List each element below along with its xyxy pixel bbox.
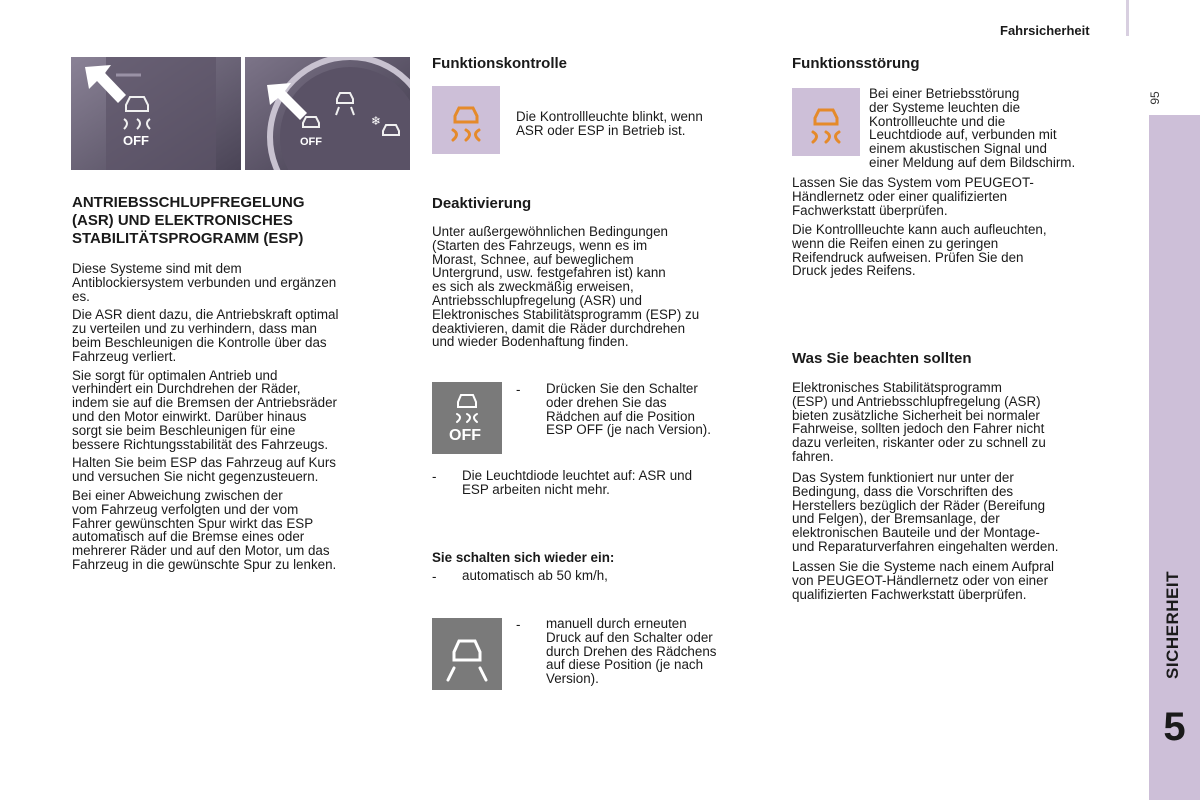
- skid-warning-icon: [432, 86, 500, 154]
- svg-text:OFF: OFF: [123, 133, 149, 148]
- left-column: [72, 194, 417, 577]
- kontrolle-text: Die Kontrollleuchte blinkt, wenn ASR oder ESP in Betrieb ist.: [516, 109, 703, 138]
- svg-text:OFF: OFF: [449, 427, 481, 444]
- esp-paragraph: Halten Sie beim ESP das Fahrzeug auf Kurs und versuchen Sie nicht gegenzusteuern.: [72, 455, 336, 485]
- chapter-label: SICHERHEIT: [1163, 571, 1182, 679]
- svg-text:OFF: OFF: [300, 136, 322, 148]
- manual-item: manuell durch erneuten Druck auf den Schalter oder durch Drehen des Rädchens auf diese Position (je nach Version).: [546, 616, 717, 687]
- traction-paragraph: Sie sorgt für optimalen Antrieb und verhindert ein Durchdrehen der Räder, indem sie auf die Bremsen der Antriebsräder und den Motor einwirkt. Darüber hinaus sorgt sie beim Beschleunigen für eine bessere Richtungsstabilität des Fahrzeugs.: [72, 367, 337, 452]
- page-number: 95: [1148, 91, 1162, 105]
- bullet-dash: -: [432, 469, 437, 484]
- intro-paragraph: Diese Systeme sind mit dem Antiblockiersystem verbunden und ergänzen es.: [72, 261, 337, 304]
- header-divider: [1126, 0, 1129, 36]
- chapter-number: 5: [1163, 705, 1186, 749]
- beachten-p1: Elektronisches Stabilitätsprogramm (ESP) und Antriebsschlupfregelung (ASR) bieten zusätzliche Sicherheit bei normaler Fahrweise, sollten jedoch den Fahrer nicht dazu verleiten, riskanter oder zu schnell zu fahren.: [792, 380, 1046, 464]
- step2-text: Die Leuchtdiode leuchtet auf: ASR und ESP arbeiten nicht mehr.: [462, 468, 693, 497]
- section-title: Fahrsicherheit: [1000, 23, 1090, 38]
- stoerung-heading: Funktionsstörung: [792, 55, 920, 72]
- bullet-dash: -: [432, 569, 437, 584]
- stoerung-text: Bei einer Betriebsstörung der Systeme leuchten die Kontrollleuchte und die Leuchtdiode auf, verbunden mit einem akustischen Signal und einer Meldung auf dem Bildschirm.: [869, 86, 1076, 170]
- fault-lamp-box: [792, 88, 860, 156]
- beachten-p2: Das System funktioniert nur unter der Bedingung, dass die Vorschriften des Herstellers bezüglich der Räder (Bereifung und Felgen), der Bremsanlage, der elektronischen Bauteile und der Montage- und Reparaturverfahren eingehalten werden.: [792, 470, 1059, 554]
- stoerung-p2: Die Kontrollleuchte kann auch aufleuchten, wenn die Reifen einen zu geringen Reifendruck aufweisen. Prüfen Sie den Druck jedes Reifens.: [792, 222, 1047, 279]
- esp-wheel-photo: [245, 57, 410, 170]
- deviation-paragraph: Bei einer Abweichung zwischen der vom Fahrzeug verfolgten und der vom Fahrer gewünschten Spur wirkt das ESP automatisch auf die Bremse eines oder mehrerer Räder und auf den Motor, um das Fahrzeug in die gewünschte Spur zu lenken.: [72, 487, 337, 572]
- main-heading: ANTRIEBSSCHLUPFREGELUNG (ASR) UND ELEKTRONISCHES STABILITÄTSPROGRAMM (ESP): [72, 194, 305, 247]
- beachten-heading: Was Sie beachten sollten: [792, 350, 972, 367]
- deaktivierung-text: Unter außergewöhnlichen Bedingungen (Starten des Fahrzeugs, wenn es im Morast, Schnee, auf beweglichem Untergrund, usw. festgefahren ist) kann es sich als zweckmäßig erweisen, Antriebsschlupfregelung (ASR) und Elektronisches Stabilitätsprogramm (ESP) zu deaktivieren, damit die Räder durchdrehen und wieder Bodenhaftung finden.: [432, 224, 700, 350]
- stoerung-p1: Lassen Sie das System vom PEUGEOT- Händlernetz oder einer qualifizierten Fachwerkstatt überprüfen.: [792, 175, 1034, 218]
- bullet-dash: -: [516, 382, 521, 397]
- skid-warning-icon: [792, 88, 860, 156]
- svg-text:❄: ❄: [371, 114, 382, 128]
- funktionskontrolle-heading: Funktionskontrolle: [432, 55, 567, 72]
- warning-lamp-box: [432, 86, 500, 154]
- chapter-sidebar: [1149, 115, 1200, 800]
- beachten-p3: Lassen Sie die Systeme nach einem Aufpral von PEUGEOT-Händlernetz oder von einer qualifizierten Fachwerkstatt überprüfen.: [792, 559, 1055, 602]
- esp-off-button-icon: [432, 382, 502, 454]
- auto-item: automatisch ab 50 km/h,: [462, 568, 608, 583]
- bullet-dash: -: [516, 617, 521, 632]
- deaktivierung-heading: Deaktivierung: [432, 195, 532, 212]
- asr-switch-photo: [71, 57, 241, 170]
- esp-on-button-icon: [432, 618, 502, 690]
- asr-paragraph: Die ASR dient dazu, die Antriebskraft optimal zu verteilen und zu verhindern, dass man beim Beschleunigen die Kontrolle über das Fahrzeug verliert.: [72, 307, 339, 364]
- wieder-ein-heading: Sie schalten sich wieder ein:: [432, 550, 615, 565]
- step1-text: Drücken Sie den Schalter oder drehen Sie das Rädchen auf die Position ESP OFF (je nach Version).: [546, 381, 711, 438]
